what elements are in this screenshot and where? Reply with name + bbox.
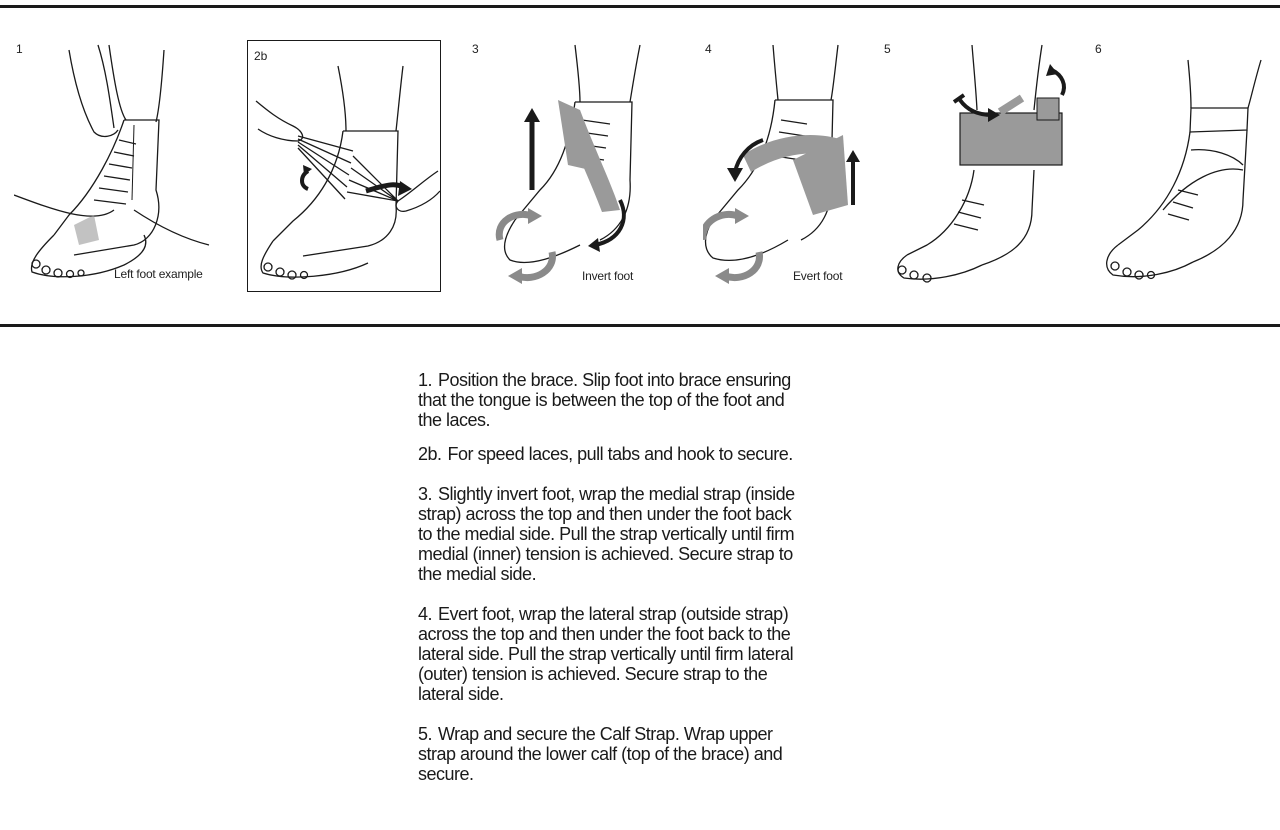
step-4 — [418, 604, 803, 704]
instructions — [418, 370, 803, 798]
figure-caption: Left foot example — [114, 267, 203, 281]
step-text: Position the brace. Slip foot into brace ensuring that the tongue is between the top of the foot and the laces. — [418, 370, 791, 430]
figure-5 — [882, 40, 1082, 292]
figure-number: 1 — [16, 42, 23, 56]
figure-number: 3 — [472, 42, 479, 56]
speed-laces-illustration — [248, 41, 442, 293]
step-label: 3. — [418, 484, 433, 504]
step-text: Wrap and secure the Calf Strap. Wrap upper strap around the lower calf (top of the brace) and secure. — [418, 724, 783, 784]
ankle-brace-lacing-illustration — [14, 40, 224, 292]
step-5 — [418, 724, 803, 784]
bottom-rule — [0, 324, 1280, 327]
figure-caption: Evert foot — [793, 269, 843, 283]
figure-number: 2b — [254, 49, 268, 63]
evert-foot-illustration — [703, 40, 888, 292]
figure-caption: Invert foot — [582, 269, 634, 283]
step-label: 2b. — [418, 444, 442, 464]
completed-brace-illustration — [1093, 40, 1273, 292]
figure-1 — [14, 40, 224, 292]
step-text: Evert foot, wrap the lateral strap (outside strap) across the top and then under the foot back to the lateral side. Pull the strap vertically until firm lateral (outer) tension is achieved. Secure strap to the lateral side. — [418, 604, 794, 704]
calf-strap-illustration — [882, 40, 1082, 292]
step-label: 5. — [418, 724, 433, 744]
step-1 — [418, 370, 803, 430]
invert-foot-illustration — [470, 40, 670, 292]
figure-2b — [247, 40, 441, 292]
figure-6 — [1093, 40, 1273, 292]
figure-4 — [703, 40, 888, 292]
step-text: For speed laces, pull tabs and hook to secure. — [447, 444, 793, 464]
figure-number: 6 — [1095, 42, 1102, 56]
step-label: 1. — [418, 370, 433, 390]
figure-3 — [470, 40, 670, 292]
figure-number: 5 — [884, 42, 891, 56]
step-text: Slightly invert foot, wrap the medial strap (inside strap) across the top and then under the foot back to the medial side. Pull the strap vertically until firm medial (inner) tension is achieved. Secure strap to the medial side. — [418, 484, 795, 584]
step-2b — [418, 444, 803, 464]
step-label: 4. — [418, 604, 433, 624]
top-rule — [0, 5, 1280, 8]
step-3 — [418, 484, 803, 584]
figure-number: 4 — [705, 42, 712, 56]
